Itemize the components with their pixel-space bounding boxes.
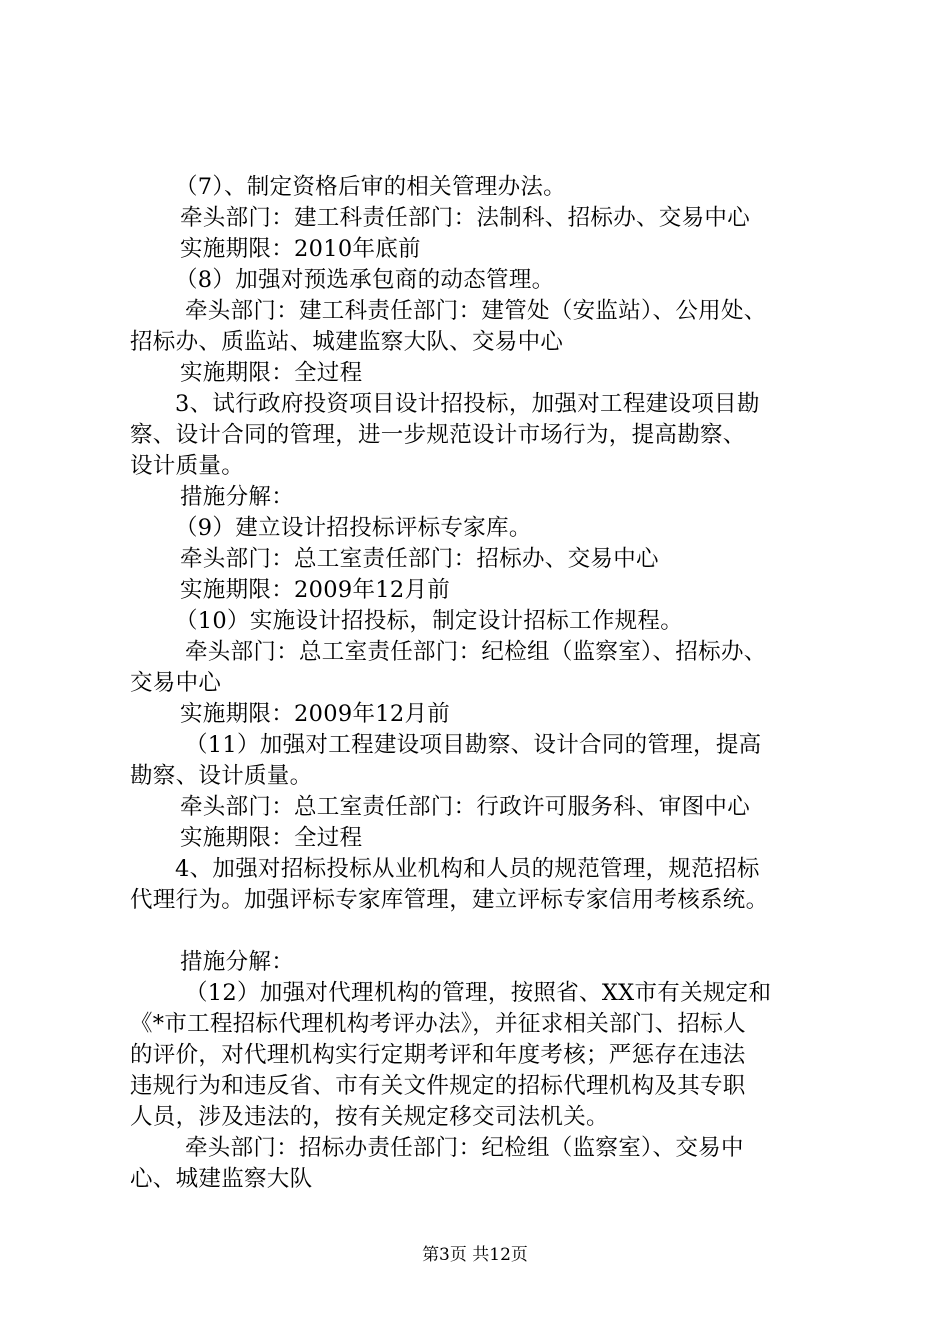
blank-line — [130, 916, 850, 947]
text-line: （11）加强对工程建设项目勘察、设计合同的管理，提高 — [185, 732, 762, 758]
text-line: 实施期限：2009年12月前 — [180, 577, 451, 603]
text-line: 措施分解： — [180, 484, 295, 510]
text-line: 勘察、设计质量。 — [130, 763, 313, 789]
text-line: 设计质量。 — [130, 453, 245, 479]
text-line: 交易中心 — [130, 670, 222, 696]
text-line: 牵头部门：总工室责任部门：纪检组（监察室）、招标办、 — [185, 639, 767, 665]
text-line: 牵头部门：建工科责任部门：法制科、招标办、交易中心 — [180, 205, 751, 231]
text-line: 的评价，对代理机构实行定期考评和年度考核；严惩存在违法 — [130, 1042, 746, 1068]
text-line: 《*市工程招标代理机构考评办法》，并征求相关部门、招标人 — [130, 1011, 746, 1037]
text-line: 察、设计合同的管理，进一步规范设计市场行为，提高勘察、 — [130, 422, 746, 448]
text-line: 牵头部门：建工科责任部门：建管处（安监站）、公用处、 — [185, 298, 767, 324]
text-line: （7）、制定资格后审的相关管理办法。 — [175, 174, 566, 200]
text-line: 代理行为。加强评标专家库管理，建立评标专家信用考核系统。 — [130, 887, 769, 913]
text-line: 人员，涉及违法的，按有关规定移交司法机关。 — [130, 1104, 609, 1130]
text-line: 心、城建监察大队 — [130, 1166, 313, 1192]
text-line: 违规行为和违反省、市有关文件规定的招标代理机构及其专职 — [130, 1073, 746, 1099]
text-line: 措施分解： — [180, 949, 295, 975]
text-line: 牵头部门：总工室责任部门：行政许可服务科、审图中心 — [180, 794, 751, 820]
text-line: 实施期限：2010年底前 — [180, 236, 421, 262]
text-line: 3、试行政府投资项目设计招投标，加强对工程建设项目勘 — [175, 391, 760, 417]
text-line: 实施期限：全过程 — [180, 360, 363, 386]
text-line: 4、加强对招标投标从业机构和人员的规范管理，规范招标 — [175, 856, 760, 882]
text-line: 招标办、质监站、城建监察大队、交易中心 — [130, 329, 564, 355]
text-line: （8）加强对预选承包商的动态管理。 — [175, 267, 555, 293]
text-line: 实施期限：全过程 — [180, 825, 363, 851]
text-line: 牵头部门：招标办责任部门：纪检组（监察室）、交易中 — [185, 1135, 744, 1161]
text-line: 实施期限：2009年12月前 — [180, 701, 451, 727]
text-line: （10）实施设计招投标，制定设计招标工作规程。 — [175, 608, 684, 634]
text-line: （12）加强对代理机构的管理，按照省、XX市有关规定和 — [185, 980, 772, 1006]
text-line: 牵头部门：总工室责任部门：招标办、交易中心 — [180, 546, 659, 572]
document-body — [130, 172, 850, 1195]
page-number-footer: 第3页 共12页 — [422, 1245, 528, 1265]
text-line: （9）建立设计招投标评标专家库。 — [175, 515, 532, 541]
